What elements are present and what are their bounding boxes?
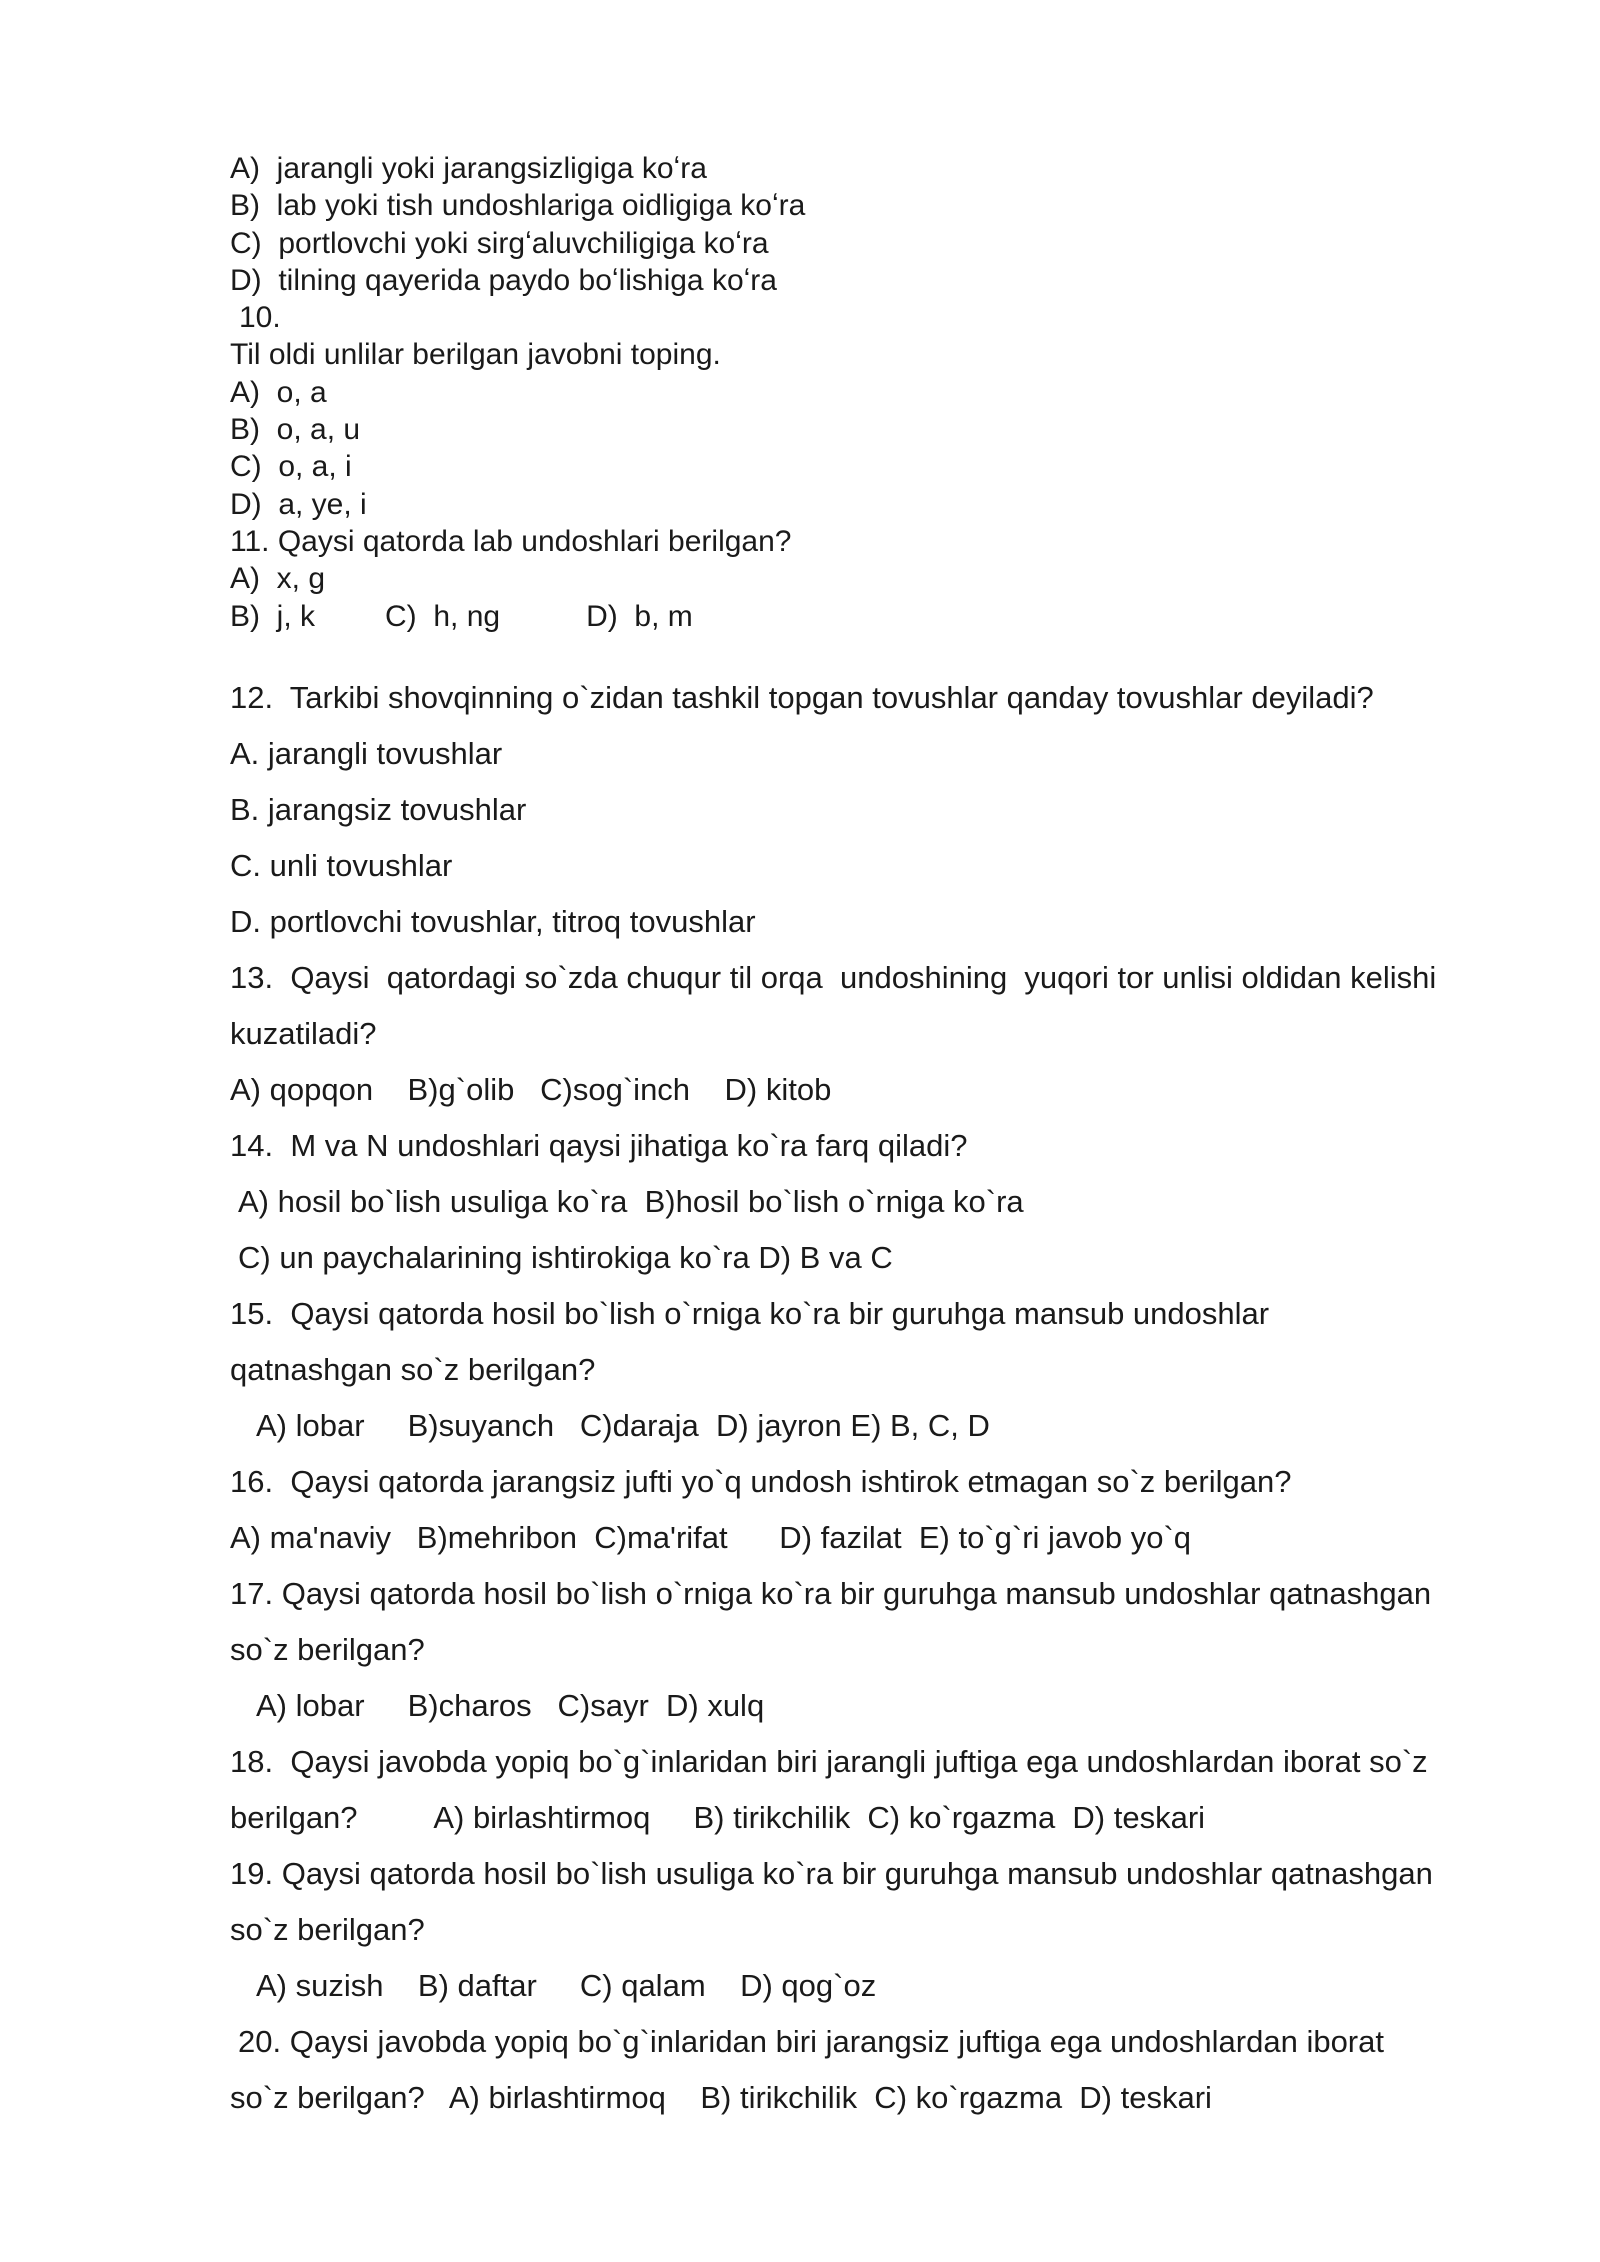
q10-question: Til oldi unlilar berilgan javobni toping.: [230, 338, 721, 372]
q9-option-a: A) jarangli yoki jarangsizligiga koʻra: [230, 152, 707, 185]
q15-question-line1: 15. Qaysi qatorda hosil bo`lish o`rniga ko`ra bir guruhga mansub undoshlar: [230, 1296, 1270, 1331]
q12-question: 12. Tarkibi shovqinning o`zidan tashkil topgan tovushlar qanday tovushlar deyiladi?: [230, 680, 1374, 715]
q15-options: A) lobar B)suyanch C)daraja D) jayron E) B, C, D: [256, 1408, 990, 1443]
q14-question: 14. M va N undoshlari qaysi jihatiga ko`ra farq qiladi?: [230, 1128, 968, 1163]
q17-options: A) lobar B)charos C)sayr D) xulq: [256, 1688, 765, 1723]
q17-question-line1: 17. Qaysi qatorda hosil bo`lish o`rniga ko`ra bir guruhga mansub undoshlar qatnashgan: [230, 1576, 1432, 1611]
questions-block-compact: [230, 150, 1490, 635]
q19-question-line1: 19. Qaysi qatorda hosil bo`lish usuliga ko`ra bir guruhga mansub undoshlar qatnashgan: [230, 1856, 1433, 1891]
q14-options-line2: C) un paychalarining ishtirokiga ko`ra D) B va C: [238, 1240, 893, 1275]
q9-option-d: D) tilning qayerida paydo boʻlishiga koʻra: [230, 263, 777, 297]
q20-question-line1: 20. Qaysi javobda yopiq bo`g`inlaridan biri jarangsiz juftiga ega undoshlardan iborat: [238, 2024, 1384, 2059]
q19-question-line2: so`z berilgan?: [230, 1912, 425, 1947]
q14-options-line1: A) hosil bo`lish usuliga ko`ra B)hosil bo`lish o`rniga ko`ra: [238, 1184, 1024, 1219]
q11-option-d: D) b, m: [586, 599, 693, 633]
q16-options: A) ma'naviy B)mehribon C)ma'rifat D) fazilat E) to`g`ri javob yo`q: [230, 1520, 1192, 1555]
q11-option-a: A) x, g: [230, 562, 326, 596]
q19-options: A) suzish B) daftar C) qalam D) qog`oz: [256, 1968, 877, 2003]
q15-question-line2: qatnashgan so`z berilgan?: [230, 1352, 596, 1387]
q12-option-a: A. jarangli tovushlar: [230, 736, 503, 771]
q10-option-b: B) o, a, u: [230, 413, 361, 447]
q10-number: 10.: [239, 301, 281, 335]
q11-question: 11. Qaysi qatorda lab undoshlari berilgan?: [230, 524, 792, 558]
q18-question-line2: berilgan? A) birlashtirmoq B) tirikchilik C) ko`rgazma D) teskari: [230, 1800, 1206, 1835]
q11-options-row: [230, 598, 1490, 635]
q12-option-c: C. unli tovushlar: [230, 848, 453, 883]
q13-options: A) qopqon B)g`olib C)sog`inch D) kitob: [230, 1072, 832, 1107]
q10-option-a: A) o, a: [230, 375, 327, 409]
q17-question-line2: so`z berilgan?: [230, 1632, 425, 1667]
q16-question: 16. Qaysi qatorda jarangsiz jufti yo`q undosh ishtirok etmagan so`z berilgan?: [230, 1464, 1292, 1499]
q13-question-line2: kuzatiladi?: [230, 1016, 377, 1051]
q12-option-d: D. portlovchi tovushlar, titroq tovushlar: [230, 904, 756, 939]
q13-question-line1: 13. Qaysi qatordagi so`zda chuqur til orqa undoshining yuqori tor unlisi oldidan kelishi: [230, 960, 1437, 995]
q10-option-d: D) a, ye, i: [230, 487, 367, 521]
q18-question-line1: 18. Qaysi javobda yopiq bo`g`inlaridan biri jarangli juftiga ega undoshlardan iborat so`z: [230, 1744, 1428, 1779]
q11-option-b: B) j, k: [230, 599, 316, 633]
q9-option-c: C) portlovchi yoki sirgʻaluvchiligiga koʻra: [230, 226, 769, 260]
q11-option-c: C) h, ng: [385, 599, 501, 633]
questions-block-spaced: [230, 670, 1520, 2126]
q12-option-b: B. jarangsiz tovushlar: [230, 792, 527, 827]
q10-option-c: C) o, a, i: [230, 450, 352, 484]
q20-question-line2: so`z berilgan? A) birlashtirmoq B) tirikchilik C) ko`rgazma D) teskari: [230, 2080, 1212, 2115]
q9-option-b: B) lab yoki tish undoshlariga oidligiga koʻra: [230, 189, 806, 223]
